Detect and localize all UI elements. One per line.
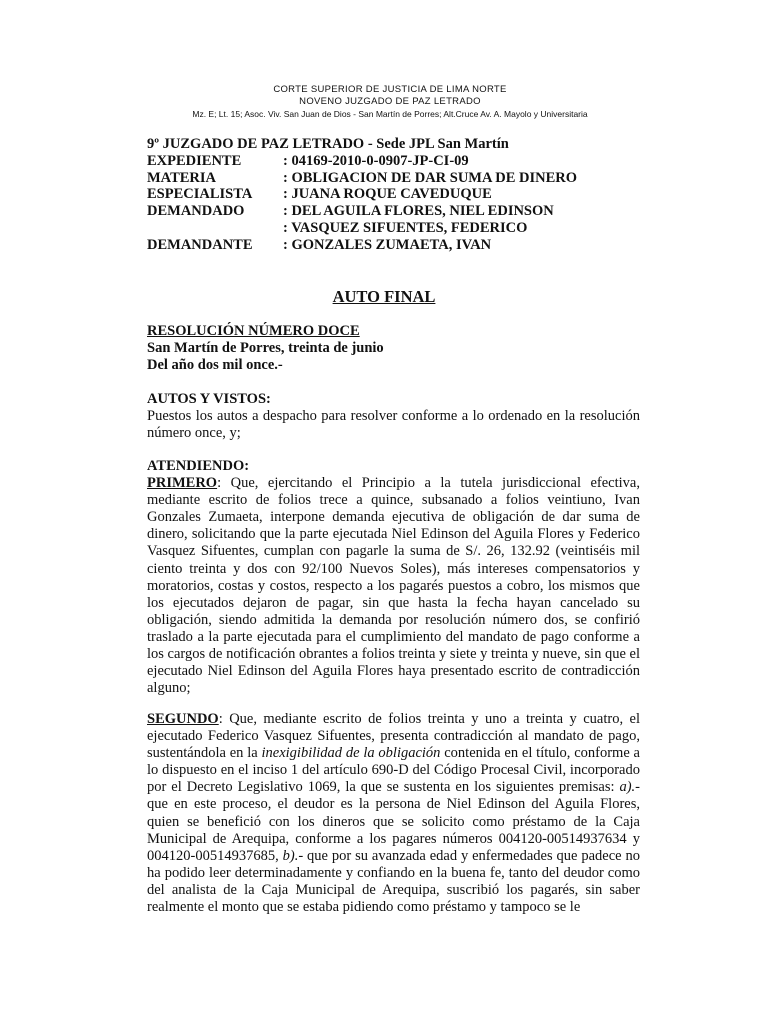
demandado-row (147, 203, 667, 220)
court-line (147, 136, 667, 153)
autos-text: Puestos los autos a despacho para resolver conforme a lo ordenado en la resolución número once, y; (147, 408, 640, 442)
segundo-italic-1: inexigibilidad de la obligación (261, 745, 441, 762)
document-title: AUTO FINAL (332, 287, 436, 306)
segundo-text-2: contenida en el título, conforme a lo dispuesto en el inciso 1 del artículo 690-D del Código Procesal Civil, incorporado por el Decreto Legislativo 1069, la que se sustenta en los siguientes premisas: (147, 745, 640, 796)
atendiendo-section (147, 458, 640, 697)
demandante-label: DEMANDANTE (147, 236, 253, 253)
resolution-block (147, 323, 667, 374)
segundo-label: SEGUNDO (147, 711, 219, 727)
materia-label: MATERIA (147, 169, 217, 186)
resolution-place-date: San Martín de Porres, treinta de junio (147, 340, 384, 356)
segundo-text-3: que en este proceso, el deudor es la persona de Niel Edinson del Aguila Flores, quien se benefició con los dineros que se solicito como préstamo de la Caja Municipal de Arequipa, conforme a los pagares números 004120-00514937634 y 004120-00514937685, (147, 796, 640, 864)
segundo-text-1: : Que, mediante escrito de folios treinta y uno a treinta y cuatro, el ejecutado Federico Vasquez Sifuentes, presenta contradicción al mandato de pago, sustentándola en la (147, 711, 640, 762)
segundo-italic-3: b).- (282, 847, 304, 864)
court-header (140, 84, 640, 120)
segundo-paragraph (147, 711, 640, 916)
especialista-label: ESPECIALISTA (147, 186, 253, 203)
especialista-row (147, 186, 667, 203)
court-name: CORTE SUPERIOR DE JUSTICIA DE LIMA NORTE (273, 84, 507, 95)
demandado-value-1: : DEL AGUILA FLORES, NIEL EDINSON (283, 203, 554, 220)
court-line-text: 9º JUZGADO DE PAZ LETRADO - Sede JPL San Martín (147, 136, 509, 152)
resolution-year: Del año dos mil once.- (147, 357, 283, 373)
case-info (147, 136, 667, 254)
segundo-text-4: que por su avanzada edad y enfermedades que padece no ha podido leer determinadamente y confiando en la buena fe, tanto del deudor como del analista de la Caja Municipal de Arequipa, suscribió los pagarés, sin saber realmente el monto que se estaba pidiendo como préstamo y tampoco se le (147, 847, 640, 916)
resolution-number: RESOLUCIÓN NÚMERO DOCE (147, 323, 360, 339)
demandado-row-2 (147, 220, 667, 237)
expediente-value: : 04169-2010-0-0907-JP-CI-09 (283, 152, 469, 169)
demandado-value-2: : VASQUEZ SIFUENTES, FEDERICO (283, 219, 528, 236)
demandante-row (147, 237, 667, 254)
especialista-value: : JUANA ROQUE CAVEDUQUE (283, 186, 492, 203)
autos-heading: AUTOS Y VISTOS: (147, 391, 271, 407)
demandado-label: DEMANDADO (147, 203, 245, 220)
primero-text: : Que, ejercitando el Principio a la tutela jurisdiccional efectiva, mediante escrito de folios trece a quince, subsanado a folios veintiuno, Ivan Gonzales Zumaeta, interpone demanda ejecutiva de obligación de dar suma de dinero, solicitando que la parte ejecutada Niel Edinson del Aguila Flores y Federico Vasquez Sifuentes, cumplan con pagarle la suma de S/. 26, 132.92 (veintiséis mil ciento treinta y dos con 92/100 Nuevos Soles), más intereses compensatorios y moratorios, costas y costos, respecto a los pagarés puestos a cobro, los mismos que los ejecutados dejaron de pagar, sin que hasta la fecha hayan cancelado su obligación, siendo admitida la demanda por resolución número dos, se confirió traslado a la parte ejecutada para el cumplimiento del mandato de pago conforme a los cargos de notificación obrantes a folios treinta y siete y treinta y nueve, sin que el ejecutado Niel Edinson del Aguila Flores haya presentado escrito de contradicción alguno; (147, 475, 640, 697)
autos-section (147, 391, 640, 442)
segundo-italic-2: a).- (619, 779, 640, 796)
segundo-section (147, 711, 640, 916)
atendiendo-heading: ATENDIENDO: (147, 458, 250, 474)
demandante-value: : GONZALES ZUMAETA, IVAN (283, 236, 492, 253)
court-address: Mz. E; Lt. 15; Asoc. Viv. San Juan de Dios - San Martín de Porres; Alt.Cruce Av. A. Mayolo y Universitaria (192, 109, 588, 119)
expediente-row (147, 153, 667, 170)
materia-row (147, 170, 667, 187)
demandado-label-spacer (147, 220, 283, 237)
primero-label: PRIMERO (147, 475, 218, 492)
materia-value: : OBLIGACION DE DAR SUMA DE DINERO (283, 169, 578, 186)
court-subname: NOVENO JUZGADO DE PAZ LETRADO (299, 96, 481, 107)
primero-paragraph (147, 475, 640, 697)
expediente-label: EXPEDIENTE (147, 152, 242, 169)
